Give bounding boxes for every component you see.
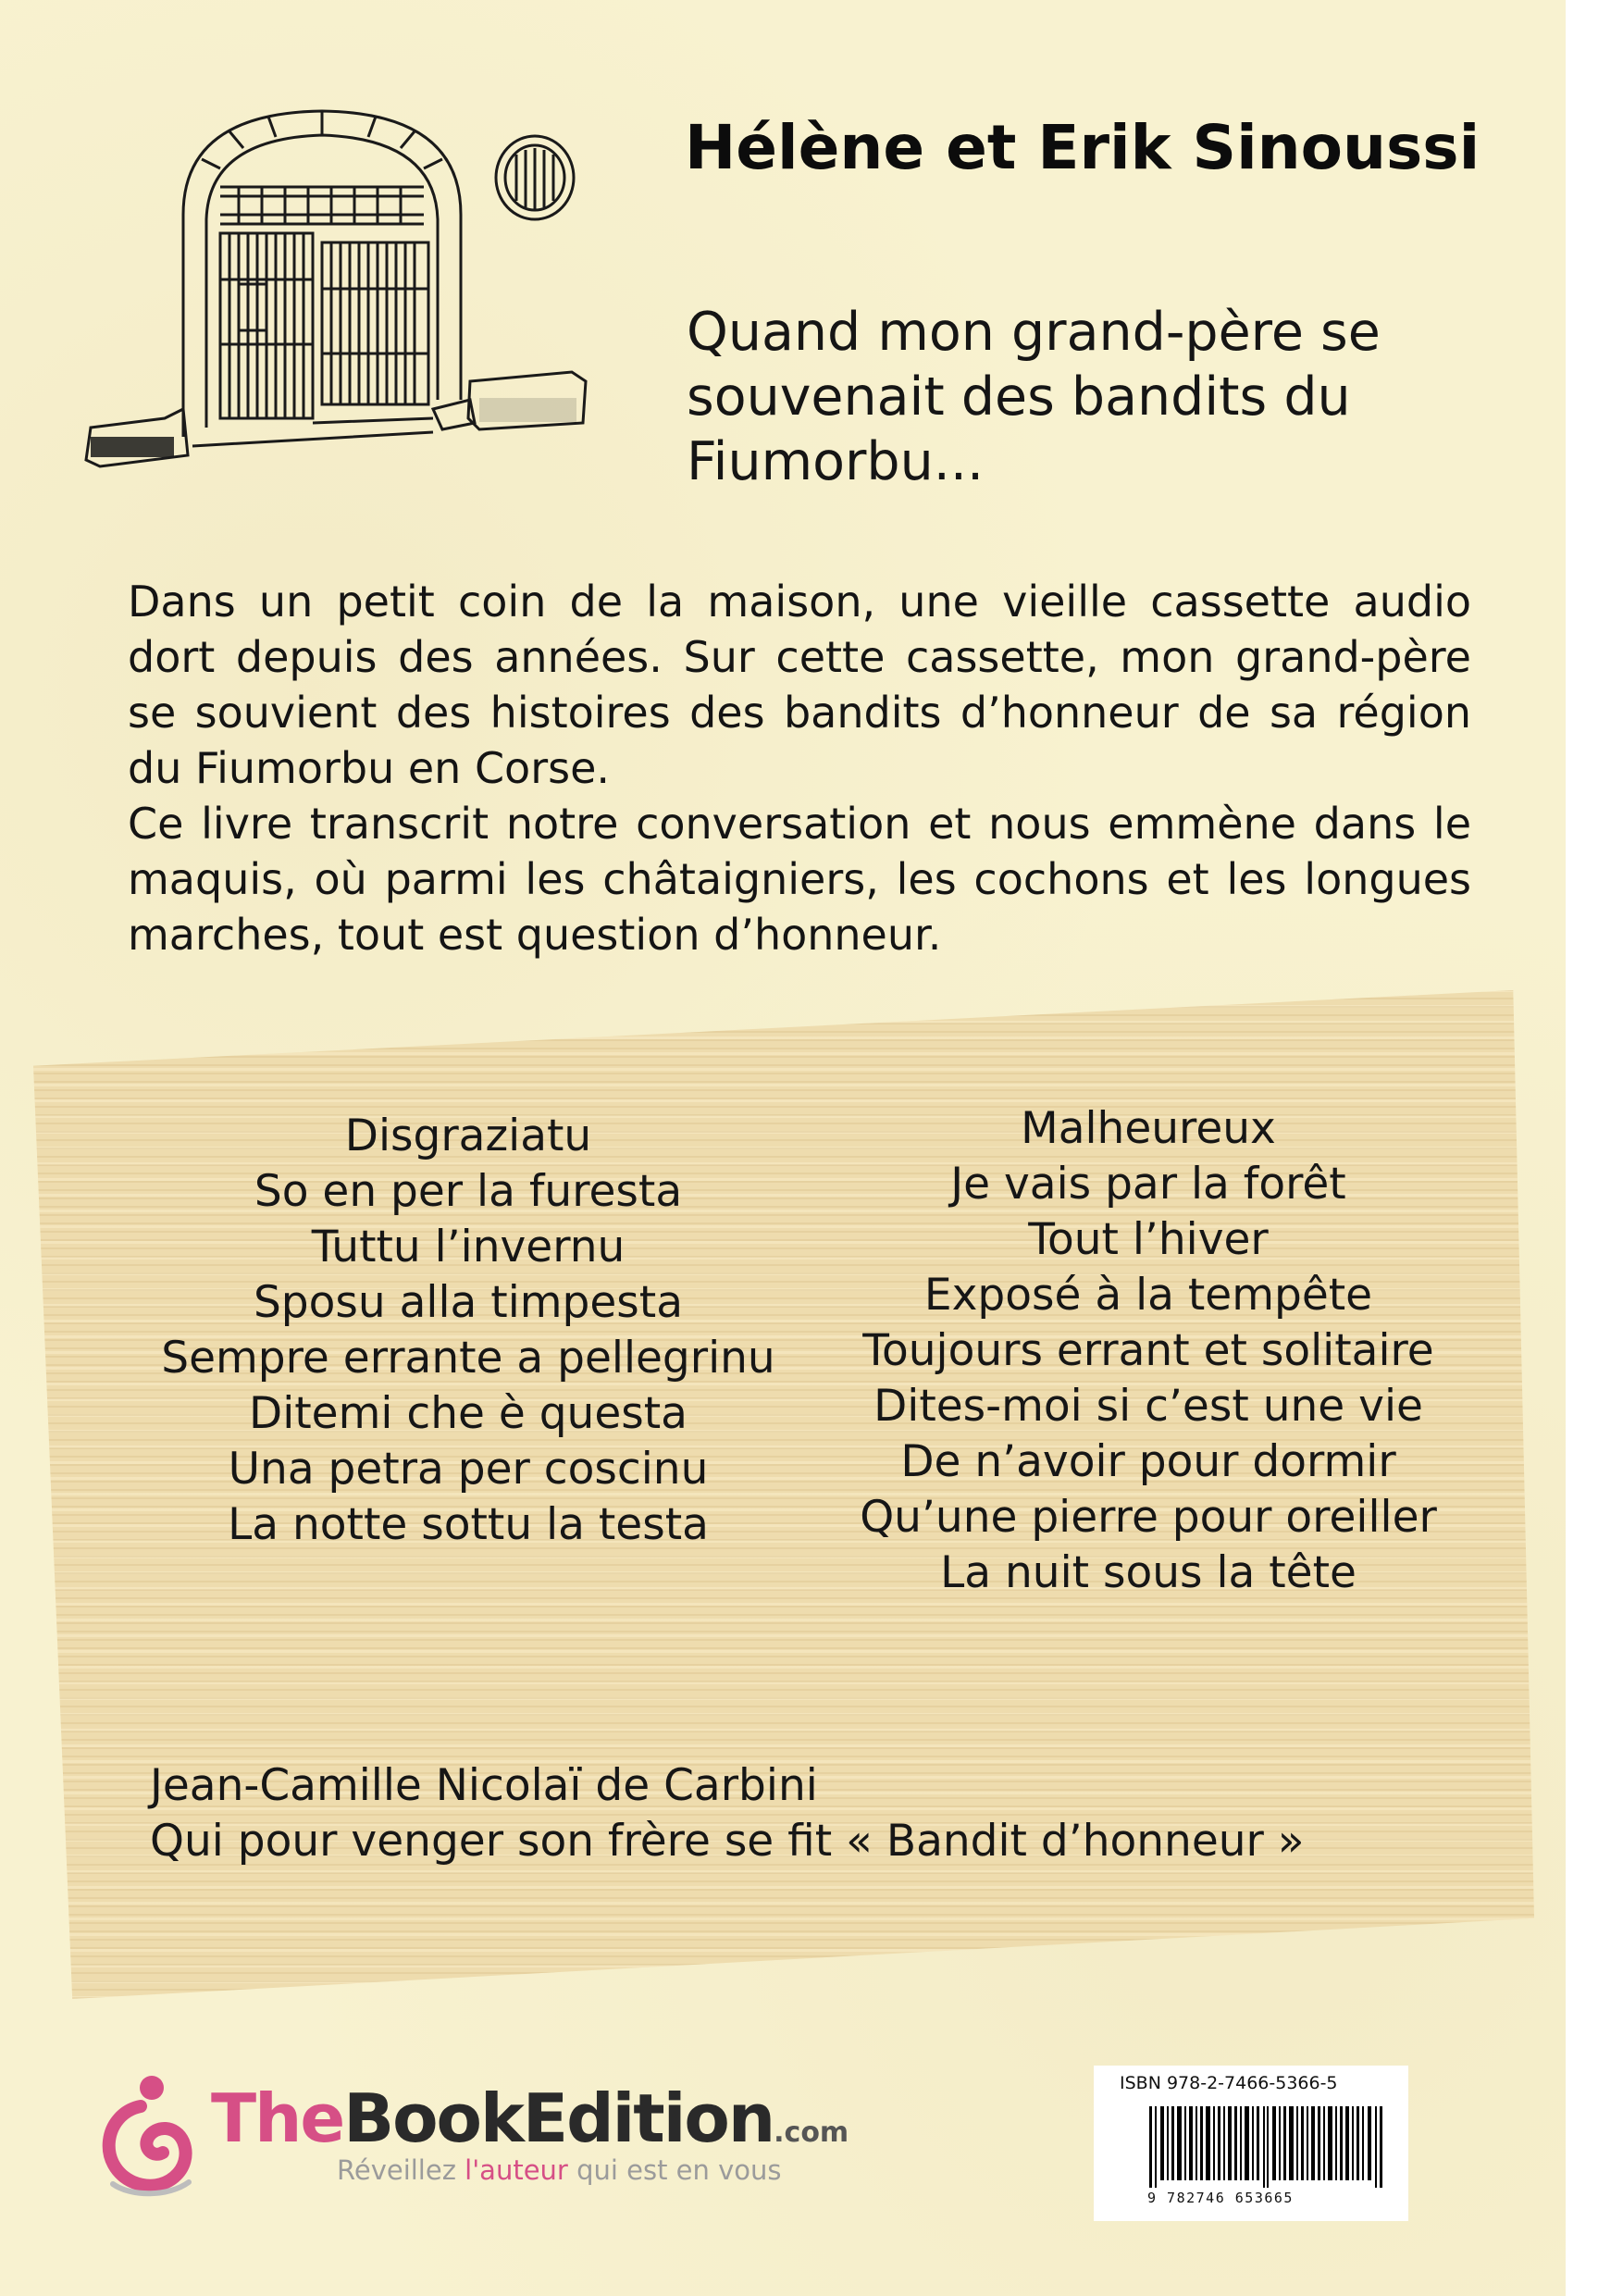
publisher-name-book: Book bbox=[343, 2079, 523, 2157]
poem-line: Exposé à la tempête bbox=[923, 1270, 1373, 1321]
author-name: Hélène et Erik Sinoussi bbox=[685, 112, 1481, 183]
poem-line: Je vais par la forêt bbox=[950, 1159, 1346, 1210]
poem-line: So en per la furesta bbox=[254, 1166, 683, 1217]
poem-line: Tuttu l’invernu bbox=[311, 1222, 626, 1272]
isbn-barcode-block bbox=[1094, 2066, 1408, 2221]
poem-line: Qu’une pierre pour oreiller bbox=[860, 1492, 1437, 1543]
poem-line: Tout l’hiver bbox=[1028, 1214, 1269, 1265]
tagline-accent: l'auteur bbox=[465, 2154, 568, 2186]
poem-line: Sposu alla timpesta bbox=[253, 1277, 684, 1328]
synopsis bbox=[128, 574, 1471, 962]
gate-sketch-icon bbox=[81, 104, 600, 492]
poem-line: Disgraziatu bbox=[344, 1111, 592, 1161]
poem-line: La notte sottu la testa bbox=[228, 1499, 709, 1550]
publisher-tagline bbox=[337, 2154, 782, 2186]
tagline-start: Réveillez bbox=[337, 2154, 465, 2186]
publisher-name-the: The bbox=[211, 2079, 344, 2157]
attribution-line: Jean-Camille Nicolaï de Carbini bbox=[150, 1760, 818, 1811]
barcode-digits: 9 782746 653665 bbox=[1147, 2190, 1294, 2206]
poem-line: De n’avoir pour dormir bbox=[900, 1436, 1396, 1487]
poem-line: Dites-moi si c’est une vie bbox=[873, 1381, 1423, 1432]
poem-line: Una petra per coscinu bbox=[228, 1444, 709, 1495]
poem-line: Sempre errante a pellegrinu bbox=[161, 1333, 775, 1384]
poem-corsican bbox=[120, 1109, 816, 1553]
book-title: Quand mon grand-père se souvenait des bandits du Fiumorbu... bbox=[687, 302, 1381, 492]
poem-attribution bbox=[150, 1758, 1445, 1869]
synopsis-paragraph: Ce livre transcrit notre conversation et nous emmène dans le maquis, où parmi les châtaigniers, les cochons et les longues marches, tout est question d’honneur. bbox=[128, 799, 1471, 960]
poem-line: Toujours errant et solitaire bbox=[862, 1325, 1434, 1376]
poem-line: Malheureux bbox=[1021, 1103, 1276, 1154]
poem-line: Ditemi che è questa bbox=[249, 1388, 688, 1439]
attribution-line: Qui pour venger son frère se fit « Bandit d’honneur » bbox=[150, 1816, 1305, 1867]
tagline-end: qui est en vous bbox=[567, 2154, 782, 2186]
poem-french bbox=[820, 1101, 1477, 1601]
isbn-label: ISBN 978-2-7466-5366-5 bbox=[1120, 2073, 1338, 2093]
poem-line: La nuit sous la tête bbox=[940, 1547, 1357, 1598]
publisher-logo bbox=[85, 2073, 849, 2212]
publisher-name-edition: Edition bbox=[522, 2079, 774, 2157]
publisher-name-suffix: .com bbox=[774, 2116, 849, 2149]
person-swirl-icon bbox=[85, 2073, 205, 2203]
synopsis-paragraph: Dans un petit coin de la maison, une vieille cassette audio dort depuis des années. Sur cette cassette, mon grand-père se souvient des histoires des bandits d’honneur de sa région du Fiumorbu en Corse. bbox=[128, 577, 1471, 793]
barcode-icon bbox=[1149, 2106, 1382, 2188]
